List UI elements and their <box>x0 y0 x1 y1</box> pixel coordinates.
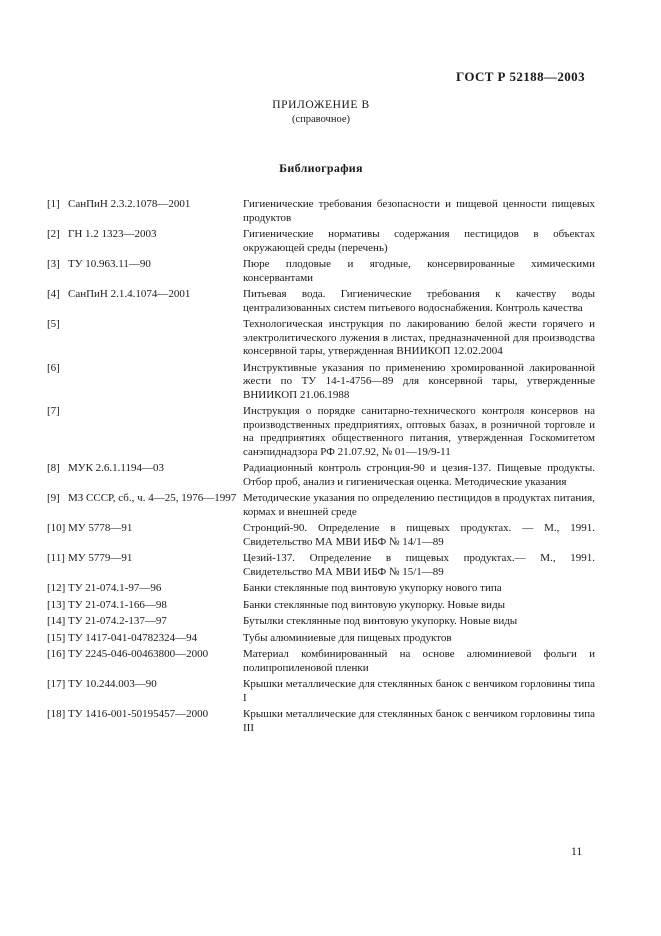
entry-number: [9] <box>47 492 60 504</box>
entry-number: [7] <box>47 405 60 417</box>
bibliography-entry <box>47 678 595 705</box>
entry-reference-code: ТУ 21-074.1-97—96 <box>68 582 162 594</box>
entry-description: Пюре плодовые и ягодные, консервированные химическими консервантами <box>243 258 595 284</box>
entry-number: [2] <box>47 228 60 240</box>
entry-reference-code: ТУ 21-074.2-137—97 <box>68 615 167 627</box>
entry-description: Радиационный контроль стронция-90 и цезия-137. Пищевые продукты. Отбор проб, анализ и гигиеническая оценка. Методические указания <box>243 462 595 488</box>
bibliography-entry <box>47 258 595 285</box>
entry-number: [6] <box>47 361 60 374</box>
entry-description: Бутылки стеклянные под винтовую укупорку. Новые виды <box>243 615 518 627</box>
bibliography-entry <box>47 492 595 519</box>
entry-number: [15] <box>47 631 66 644</box>
entry-number: [17] <box>47 678 66 690</box>
entry-description: Инструкция о порядке санитарно-технического контроля консервов на производственных предприятиях, оптовых базах, в розничной торговле и на предприятиях общественного питания, утвержденная Госкомитетом санэпиднадзора РФ 21.07.92, № 01—19/9-11 <box>243 405 595 458</box>
appendix-subtitle: (справочное) <box>292 114 350 125</box>
entry-number: [11] <box>47 552 65 564</box>
entry-reference-code: СанПиН 2.1.4.1074—2001 <box>68 288 191 300</box>
entry-description: Технологическая инструкция по лакированию белой жести горячего и электролитического лужения в листах, предназначенной для производства консервной тары, утвержденная ВНИИКОП 12.02.2004 <box>243 318 595 357</box>
appendix-block <box>47 99 595 126</box>
bibliography-entry <box>47 522 595 549</box>
entry-number: [4] <box>47 288 60 300</box>
entry-description: Гигиенические нормативы содержания пестицидов в объектах окружающей среды (перечень) <box>243 228 595 254</box>
bibliography-entry <box>47 599 595 613</box>
entry-description: Материал комбинированный на основе алюминиевой фольги и полипропиленовой пленки <box>243 648 595 674</box>
bibliography-entry <box>47 198 595 225</box>
entry-reference-code: МУК 2.6.1.1194—03 <box>68 462 164 474</box>
entry-reference-code: ТУ 10.244.003—90 <box>68 678 157 690</box>
entry-reference-code: ТУ 21-074.1-166—98 <box>68 598 167 611</box>
entry-description: Крышки металлические для стеклянных банок с венчиком горловины типа III <box>243 708 595 734</box>
entry-description: Цезий-137. Определение в пищевых продуктах.— М., 1991. Свидетельство МА МВИ ИБФ № 15/1—89 <box>243 552 595 578</box>
entry-reference-code: ТУ 2245-046-00463800—2000 <box>68 648 209 660</box>
bibliography-entry <box>47 648 595 675</box>
entry-description: Питьевая вода. Гигиенические требования к качеству воды централизованных систем питьевого водоснабжения. Контроль качества <box>243 288 595 314</box>
bibliography-entry <box>47 582 595 596</box>
bibliography-entry <box>47 552 595 579</box>
bibliography-entry <box>47 462 595 489</box>
entry-reference-code: ТУ 10.963.11—90 <box>68 258 151 270</box>
entry-number: [5] <box>47 318 60 330</box>
entry-reference-code: МЗ СССР, сб., ч. 4—25, 1976—1997 <box>68 492 237 504</box>
entry-number: [1] <box>47 198 60 210</box>
bibliography-entry <box>47 228 595 255</box>
entry-number: [13] <box>47 598 66 611</box>
bibliography-entry <box>47 318 595 359</box>
entry-number: [10] <box>47 522 66 534</box>
entry-description: Банки стеклянные под винтовую укупорку. Новые виды <box>243 598 506 611</box>
entry-description: Гигиенические требования безопасности и пищевой ценности пищевых продуктов <box>243 198 595 224</box>
entry-description: Банки стеклянные под винтовую укупорку нового типа <box>243 582 502 594</box>
entry-description: Методические указания по определению пестицидов в продуктах питания, кормах и внешней среде <box>243 492 595 518</box>
bibliography-entry <box>47 288 595 315</box>
entry-reference-code: ТУ 1417-041-04782324—94 <box>68 631 198 644</box>
appendix-title: ПРИЛОЖЕНИЕ В <box>272 99 370 111</box>
bibliography-entry <box>47 708 595 735</box>
bibliography-entry <box>47 632 595 646</box>
entry-description: Тубы алюминиевые для пищевых продуктов <box>243 631 452 644</box>
entry-number: [8] <box>47 462 60 474</box>
entry-number: [18] <box>47 708 66 720</box>
entry-description: Инструктивные указания по применению хромированной лакированной жести по ТУ 14-1-4756—89 для консервной тары, утвержденные ВНИИКОП 21.06.1988 <box>243 361 595 401</box>
entry-reference-code: СанПиН 2.3.2.1078—2001 <box>68 198 191 210</box>
page-number: 11 <box>571 846 583 858</box>
entry-number: [12] <box>47 582 66 594</box>
bibliography-entry <box>47 615 595 629</box>
bibliography-list <box>47 198 595 735</box>
entry-reference-code: МУ 5778—91 <box>68 522 133 534</box>
section-title: Библиография <box>279 161 363 175</box>
entry-reference-code: МУ 5779—91 <box>68 552 133 564</box>
entry-number: [16] <box>47 648 66 660</box>
entry-number: [3] <box>47 258 60 270</box>
bibliography-entry <box>47 362 595 403</box>
standard-number: ГОСТ Р 52188—2003 <box>455 69 585 84</box>
entry-description: Крышки металлические для стеклянных банок с венчиком горловины типа I <box>243 678 595 704</box>
entry-description: Стронций-90. Определение в пищевых продуктах. — М., 1991. Свидетельство МА МВИ ИБФ № 14/1—89 <box>243 522 595 548</box>
bibliography-entry <box>47 405 595 459</box>
entry-reference-code: ГН 1.2 1323—2003 <box>68 228 157 240</box>
entry-number: [14] <box>47 615 66 627</box>
entry-reference-code: ТУ 1416-001-50195457—2000 <box>68 708 209 720</box>
